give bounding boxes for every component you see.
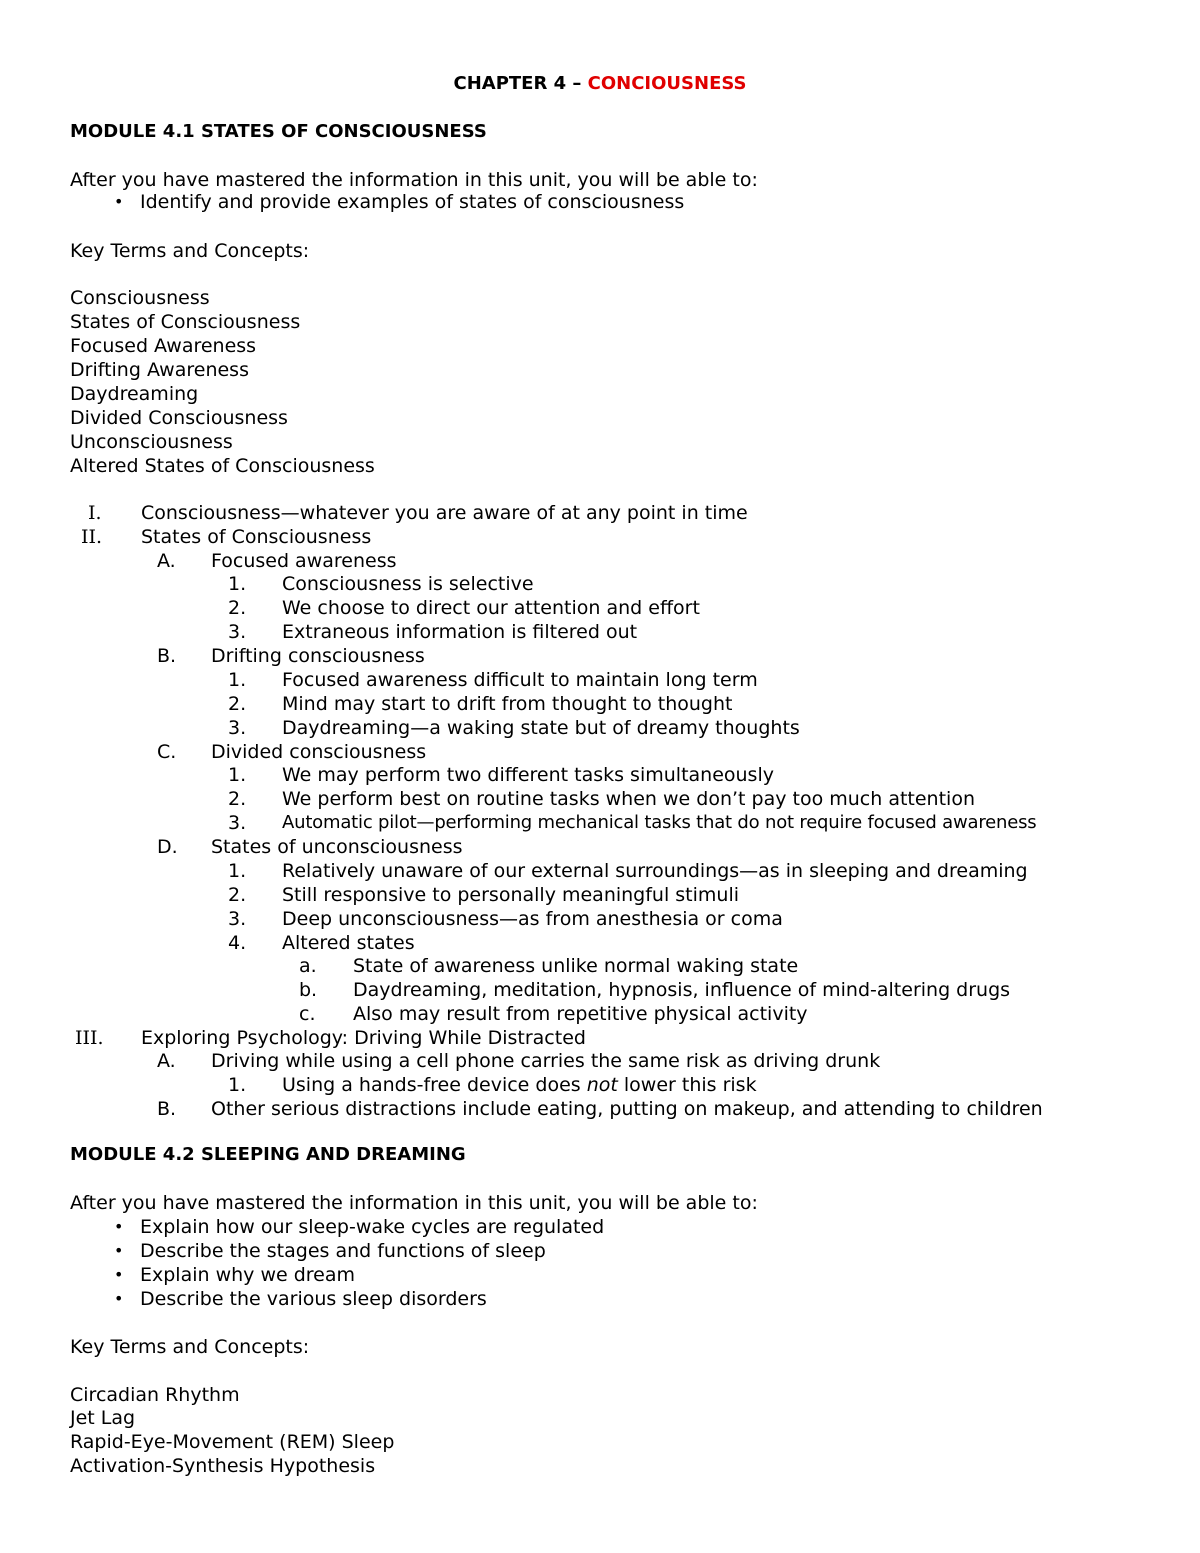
letter-marker: a.	[299, 955, 317, 977]
bullet-marker: •	[114, 1289, 124, 1308]
key-terms-label: Key Terms and Concepts:	[70, 1336, 310, 1358]
letter-marker: c.	[299, 1003, 316, 1025]
outline-text: Exploring Psychology: Driving While Distracted	[141, 1027, 586, 1049]
module-4-2-heading: MODULE 4.2 SLEEPING AND DREAMING	[70, 1144, 466, 1165]
outline-text: Altered states	[282, 932, 415, 954]
outline-marker: B.	[157, 1098, 177, 1120]
outline-text: Automatic pilot—performing mechanical tasks that do not require focused awareness	[282, 812, 1037, 833]
outline-text: States of unconsciousness	[211, 836, 463, 858]
objective-text: Explain why we dream	[140, 1264, 356, 1286]
key-term: Consciousness	[70, 287, 210, 309]
number-marker: 4.	[228, 932, 247, 954]
objective-text: Explain how our sleep-wake cycles are regulated	[140, 1216, 605, 1238]
number-marker: 2.	[228, 693, 247, 715]
number-marker: 2.	[228, 884, 247, 906]
outline-marker: A.	[157, 1050, 176, 1072]
outline-text: State of awareness unlike normal waking state	[353, 955, 799, 977]
bullet-marker: •	[114, 192, 124, 211]
outline-marker: III.	[75, 1027, 104, 1049]
outline-text: Consciousness—whatever you are aware of at any point in time	[141, 502, 748, 524]
number-marker: 3.	[228, 621, 247, 643]
objective-text: Identify and provide examples of states of consciousness	[140, 191, 685, 213]
chapter-prefix: CHAPTER 4 –	[453, 73, 588, 94]
outline-text: Deep unconsciousness—as from anesthesia or coma	[282, 908, 783, 930]
outline-marker: II.	[81, 526, 103, 548]
outline-text: Relatively unaware of our external surroundings—as in sleeping and dreaming	[282, 860, 1028, 882]
outline-text: Drifting consciousness	[211, 645, 425, 667]
objective-text: Describe the stages and functions of sleep	[140, 1240, 546, 1262]
outline-text: Driving while using a cell phone carries the same risk as driving drunk	[211, 1050, 881, 1072]
outline-text: Daydreaming, meditation, hypnosis, influence of mind-altering drugs	[353, 979, 1011, 1001]
outline-text: Consciousness is selective	[282, 573, 534, 595]
outline-text: Extraneous information is filtered out	[282, 621, 638, 643]
module-4-1-heading: MODULE 4.1 STATES OF CONSCIOUSNESS	[70, 121, 487, 142]
number-marker: 1.	[228, 573, 247, 595]
outline-text: States of Consciousness	[141, 526, 372, 548]
key-terms-label: Key Terms and Concepts:	[70, 240, 310, 262]
outline-marker: D.	[157, 836, 178, 858]
letter-marker: b.	[299, 979, 318, 1001]
emphasis-text: not	[586, 1074, 618, 1096]
number-marker: 3.	[228, 717, 247, 739]
outline-marker: C.	[157, 741, 177, 763]
chapter-name: CONCIOUSNESS	[587, 73, 747, 94]
number-marker: 2.	[228, 597, 247, 619]
key-term: Altered States of Consciousness	[70, 455, 375, 477]
outline-text: We perform best on routine tasks when we don’t pay too much attention	[282, 788, 975, 810]
key-term: Daydreaming	[70, 383, 199, 405]
outline-text: Also may result from repetitive physical activity	[353, 1003, 808, 1025]
key-term: States of Consciousness	[70, 311, 301, 333]
bullet-marker: •	[114, 1265, 124, 1284]
module-4-2-intro: After you have mastered the information in this unit, you will be able to:	[70, 1192, 758, 1214]
number-marker: 1.	[228, 764, 247, 786]
outline-text: Focused awareness difficult to maintain long term	[282, 669, 758, 691]
chapter-title	[0, 72, 1200, 96]
outline-text: Mind may start to drift from thought to thought	[282, 693, 733, 715]
module-4-1-intro: After you have mastered the information in this unit, you will be able to:	[70, 169, 758, 191]
key-term: Rapid-Eye-Movement (REM) Sleep	[70, 1431, 395, 1453]
outline-text: Divided consciousness	[211, 741, 427, 763]
key-term: Circadian Rhythm	[70, 1384, 240, 1406]
key-term: Focused Awareness	[70, 335, 257, 357]
outline-text: Daydreaming—a waking state but of dreamy thoughts	[282, 717, 800, 739]
outline-text	[282, 1073, 757, 1097]
outline-marker: B.	[157, 645, 177, 667]
number-marker: 3.	[228, 812, 247, 834]
outline-text: Focused awareness	[211, 550, 397, 572]
number-marker: 1.	[228, 860, 247, 882]
bullet-marker: •	[114, 1241, 124, 1260]
key-term: Activation-Synthesis Hypothesis	[70, 1455, 376, 1477]
text-part: lower this risk	[617, 1074, 757, 1096]
bullet-marker: •	[114, 1217, 124, 1236]
key-term: Jet Lag	[70, 1407, 136, 1429]
outline-text: Other serious distractions include eating, putting on makeup, and attending to children	[211, 1098, 1043, 1120]
number-marker: 1.	[228, 1074, 247, 1096]
outline-marker: A.	[157, 550, 176, 572]
text-part: Using a hands-free device does	[282, 1074, 587, 1096]
number-marker: 3.	[228, 908, 247, 930]
key-term: Drifting Awareness	[70, 359, 249, 381]
objective-text: Describe the various sleep disorders	[140, 1288, 487, 1310]
number-marker: 2.	[228, 788, 247, 810]
number-marker: 1.	[228, 669, 247, 691]
outline-text: We choose to direct our attention and effort	[282, 597, 700, 619]
key-term: Unconsciousness	[70, 431, 233, 453]
key-term: Divided Consciousness	[70, 407, 288, 429]
outline-text: We may perform two different tasks simultaneously	[282, 764, 774, 786]
outline-marker: I.	[88, 502, 102, 524]
outline-text: Still responsive to personally meaningful stimuli	[282, 884, 740, 906]
